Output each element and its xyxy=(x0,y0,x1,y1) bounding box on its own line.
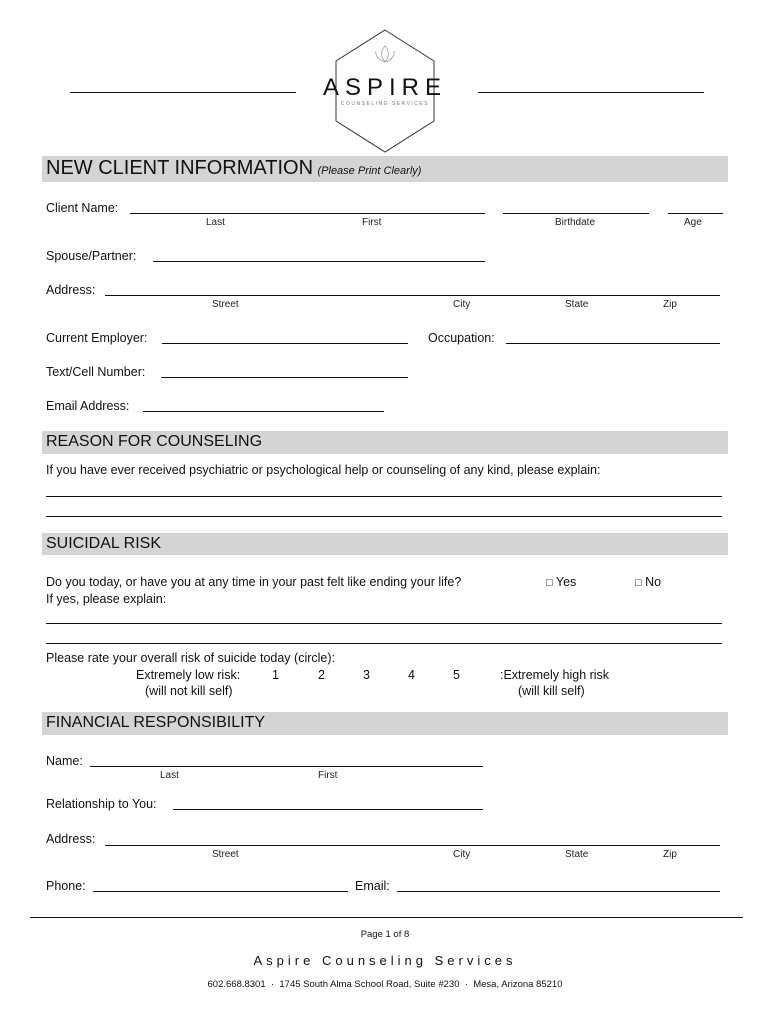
header-rule-right xyxy=(478,92,704,93)
city-caption: City xyxy=(453,299,471,310)
address-label: Address: xyxy=(46,283,96,297)
scale-3[interactable]: 3 xyxy=(363,668,370,682)
explain-line-2[interactable] xyxy=(46,643,722,644)
zip-caption: Zip xyxy=(663,299,677,310)
yes-label: Yes xyxy=(555,575,577,589)
footer-city: Mesa, Arizona 85210 xyxy=(473,979,563,990)
yes-checkbox-icon[interactable]: □ xyxy=(546,577,553,589)
employer-label: Current Employer: xyxy=(46,331,148,345)
rate-prompt: Please rate your overall risk of suicide today (circle): xyxy=(46,651,336,665)
low-risk-sub: (will not kill self) xyxy=(145,684,233,698)
yes-option[interactable] xyxy=(546,575,576,589)
address-field[interactable] xyxy=(105,295,720,296)
state-caption: State xyxy=(565,299,589,310)
separator-dot-icon: · xyxy=(462,979,471,990)
email-label: Email Address: xyxy=(46,399,130,413)
suicidal-title: SUICIDAL RISK xyxy=(46,535,161,552)
fin-address-label: Address: xyxy=(46,832,96,846)
scale-2[interactable]: 2 xyxy=(318,668,325,682)
fin-phone-field[interactable] xyxy=(93,891,348,892)
occupation-label: Occupation: xyxy=(428,331,495,345)
low-risk-label: Extremely low risk: xyxy=(136,668,241,682)
birthdate-field[interactable] xyxy=(503,213,649,214)
footer-address: 1745 South Alma School Road, Suite #230 xyxy=(279,979,460,990)
scale-5[interactable]: 5 xyxy=(453,668,460,682)
footer-company: Aspire Counseling Services xyxy=(253,953,517,968)
client-last-caption: Last xyxy=(206,217,225,228)
street-caption: Street xyxy=(212,299,239,310)
client-name-field[interactable] xyxy=(130,213,485,214)
age-field[interactable] xyxy=(668,213,723,214)
header-rule-left xyxy=(70,92,296,93)
fin-street-caption: Street xyxy=(212,849,239,860)
fin-email-label: Email: xyxy=(355,879,390,893)
logo-text: ASPIRE xyxy=(322,74,448,101)
reason-answer-line-2[interactable] xyxy=(46,516,722,517)
footer-contact xyxy=(0,979,770,990)
relationship-label: Relationship to You: xyxy=(46,797,157,811)
client-name-label: Client Name: xyxy=(46,201,119,215)
logo-subtext: COUNSELING SERVICES xyxy=(340,101,430,107)
print-clearly-note: (Please Print Clearly) xyxy=(317,165,422,177)
spouse-field[interactable] xyxy=(153,261,485,262)
high-risk-sub: (will kill self) xyxy=(518,684,585,698)
no-label: No xyxy=(645,575,662,589)
scale-1[interactable]: 1 xyxy=(272,668,279,682)
no-checkbox-icon[interactable]: □ xyxy=(635,577,642,589)
footer-rule xyxy=(30,917,743,918)
birthdate-caption: Birthdate xyxy=(555,217,596,228)
fin-name-field[interactable] xyxy=(90,766,483,767)
page-number: Page 1 of 8 xyxy=(360,929,410,940)
reason-title: REASON FOR COUNSELING xyxy=(46,433,263,450)
cell-number-field[interactable] xyxy=(161,377,408,378)
client-first-caption: First xyxy=(362,217,382,228)
relationship-field[interactable] xyxy=(173,809,483,810)
fin-name-label: Name: xyxy=(46,754,83,768)
suicidal-question: Do you today, or have you at any time in your past felt like ending your life? xyxy=(46,575,462,589)
spouse-label: Spouse/Partner: xyxy=(46,249,137,263)
fin-state-caption: State xyxy=(565,849,589,860)
scale-4[interactable]: 4 xyxy=(408,668,415,682)
explain-prompt: If yes, please explain: xyxy=(46,592,167,606)
high-risk-label: :Extremely high risk xyxy=(500,668,610,682)
fin-address-field[interactable] xyxy=(105,845,720,846)
cell-number-label: Text/Cell Number: xyxy=(46,365,146,379)
new-client-title: NEW CLIENT INFORMATION xyxy=(46,157,314,179)
age-caption: Age xyxy=(684,217,702,228)
fin-city-caption: City xyxy=(453,849,471,860)
footer-phone: 602.668.8301 xyxy=(207,979,266,990)
fin-phone-label: Phone: xyxy=(46,879,86,893)
financial-title: FINANCIAL RESPONSIBILITY xyxy=(46,714,266,731)
occupation-field[interactable] xyxy=(506,343,720,344)
section-title-new-client xyxy=(46,157,421,180)
employer-field[interactable] xyxy=(162,343,408,344)
no-option[interactable] xyxy=(635,575,661,589)
fin-last-caption: Last xyxy=(160,770,179,781)
explain-line-1[interactable] xyxy=(46,623,722,624)
fin-first-caption: First xyxy=(318,770,338,781)
fin-email-field[interactable] xyxy=(397,891,720,892)
reason-prompt: If you have ever received psychiatric or psychological help or counseling of any kind, please explain: xyxy=(46,463,601,477)
reason-answer-line-1[interactable] xyxy=(46,496,722,497)
email-field[interactable] xyxy=(143,411,384,412)
separator-dot-icon: · xyxy=(268,979,277,990)
fin-zip-caption: Zip xyxy=(663,849,677,860)
